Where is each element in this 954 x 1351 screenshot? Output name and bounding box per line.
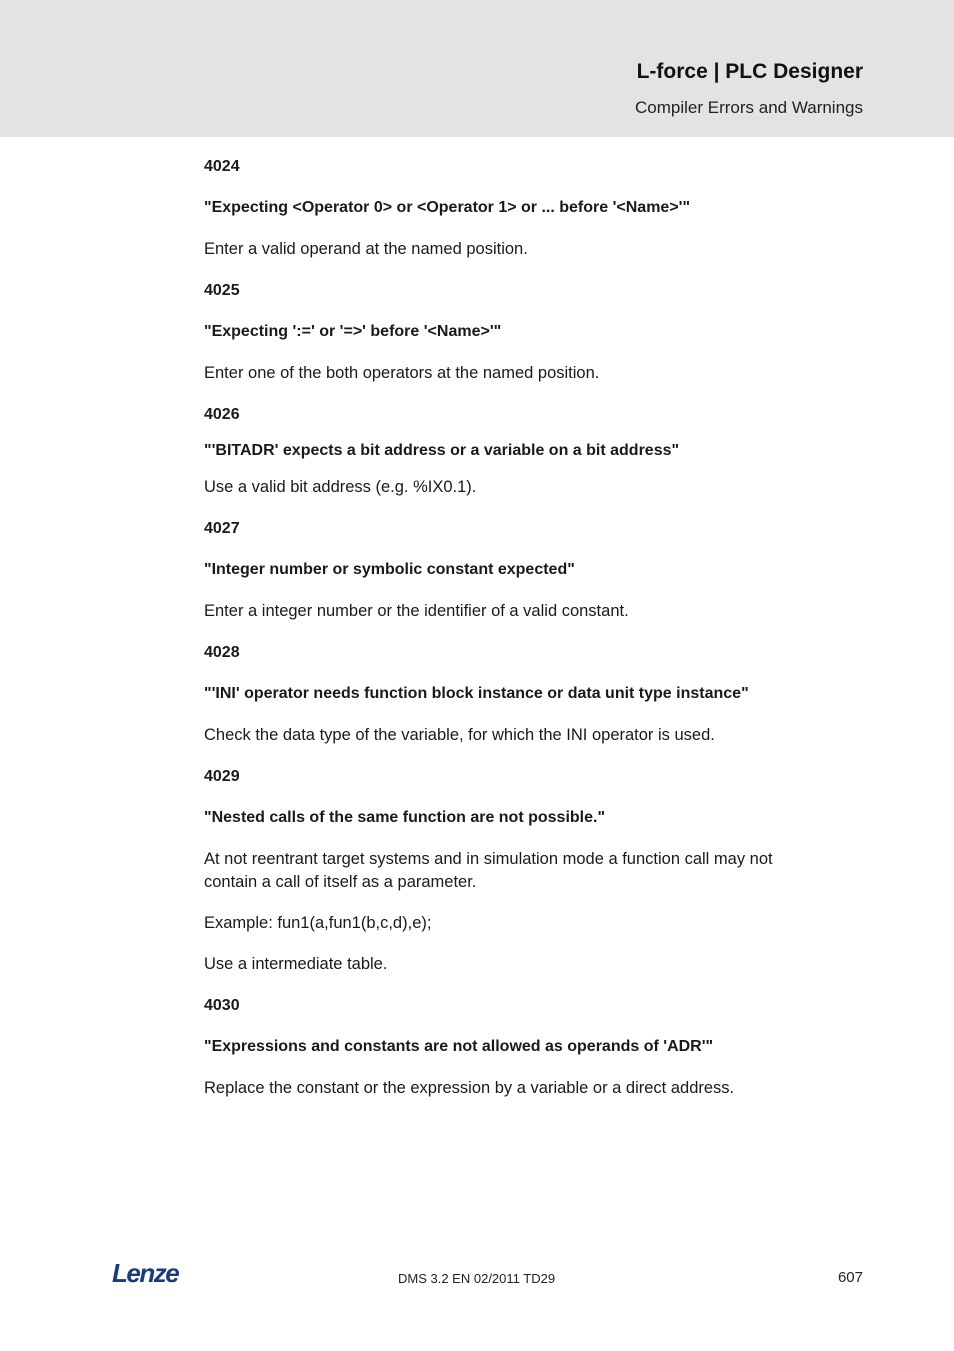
error-code: 4026 [204,406,240,423]
error-message: "Expecting ':=' or '=>' before '<Name>'" [204,323,502,340]
entry [204,995,824,1100]
content [204,156,824,1100]
error-code: 4028 [204,644,240,661]
error-code: 4029 [204,768,240,785]
error-description: Enter one of the both operators at the named position. [204,364,600,382]
entry [204,280,824,404]
error-description: Enter a valid operand at the named position. [204,240,528,258]
error-code: 4024 [204,158,240,175]
error-message: "Integer number or symbolic constant expected" [204,561,575,578]
error-description: Check the data type of the variable, for which the INI operator is used. [204,726,715,744]
error-message: "Expecting <Operator 0> or <Operator 1> or ... before '<Name>'" [204,199,691,216]
error-code: 4027 [204,520,240,537]
error-description: Use a valid bit address (e.g. %IX0.1). [204,478,477,496]
error-description: Enter a integer number or the identifier of a valid constant. [204,602,629,620]
error-message: "'BITADR' expects a bit address or a variable on a bit address" [204,442,680,459]
page-header [0,0,954,137]
error-code: 4030 [204,997,240,1014]
header-title: L-force | PLC Designer [636,60,863,83]
error-message: "Expressions and constants are not allowed as operands of 'ADR'" [204,1038,714,1055]
error-code: 4025 [204,282,240,299]
error-example: Example: fun1(a,fun1(b,c,d),e); [204,914,432,932]
entry [204,642,824,766]
error-description: At not reentrant target systems and in simulation mode a function call may not contain a call of itself as a parameter. [204,850,773,891]
error-description: Use a intermediate table. [204,955,388,973]
document-id: DMS 3.2 EN 02/2011 TD29 [398,1271,556,1286]
error-description: Replace the constant or the expression by a variable or a direct address. [204,1079,735,1097]
error-message: "'INI' operator needs function block instance or data unit type instance" [204,685,749,702]
header-subtitle: Compiler Errors and Warnings [635,98,863,117]
page-number: 607 [837,1269,863,1286]
entry [204,766,824,995]
lenze-logo: Lenze [112,1258,179,1288]
error-message: "Nested calls of the same function are not possible." [204,809,606,826]
entry [204,156,824,280]
entry [204,404,824,518]
entry [204,518,824,642]
